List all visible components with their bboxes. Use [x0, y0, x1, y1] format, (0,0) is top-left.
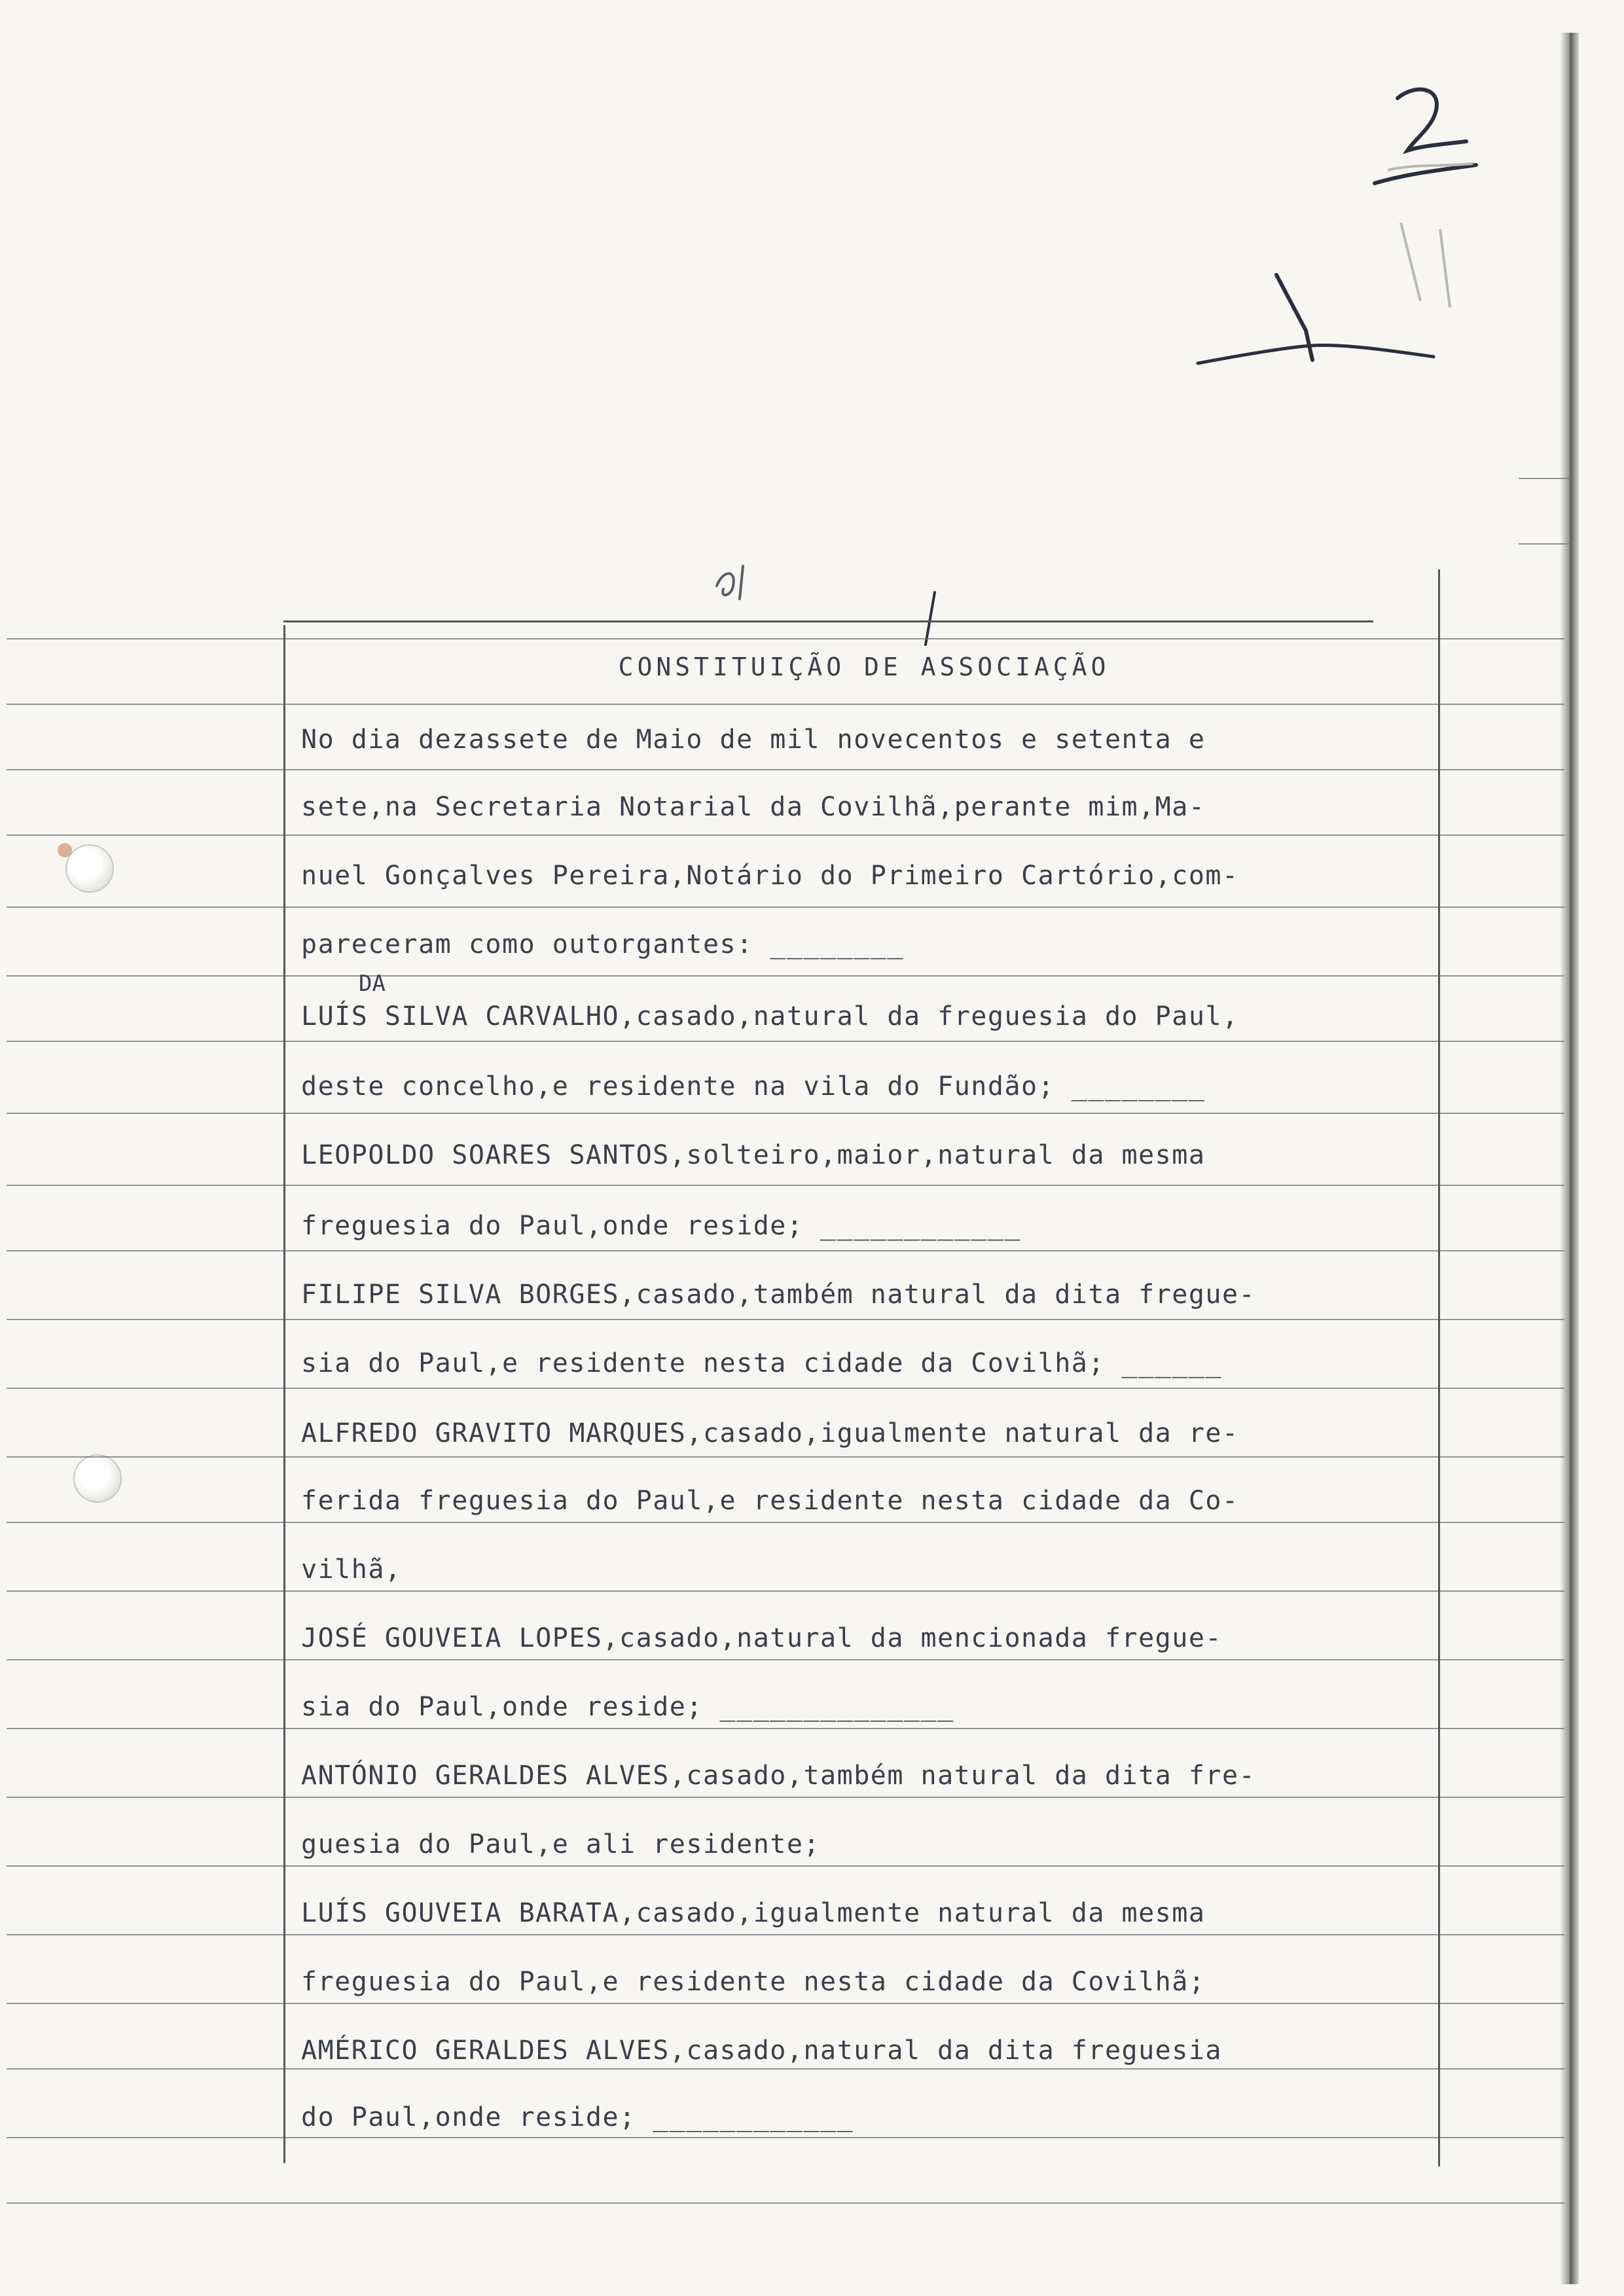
- document-line: deste concelho,e residente na vila do Fundão; ________: [301, 1071, 1206, 1102]
- ruled-line: [1519, 478, 1571, 479]
- document-line: sia do Paul,e residente nesta cidade da Covilhã; ______: [301, 1348, 1223, 1378]
- ruled-line: [7, 1590, 1564, 1592]
- document-line: freguesia do Paul,onde reside; ____________: [301, 1211, 1022, 1241]
- document-line: do Paul,onde reside; ____________: [301, 2102, 854, 2132]
- document-line: LEOPOLDO SOARES SANTOS,solteiro,maior,natural da mesma: [301, 1140, 1206, 1170]
- document-line: sete,na Secretaria Notarial da Covilhã,perante mim,Ma-: [301, 792, 1206, 822]
- ruled-line: [7, 1388, 1564, 1389]
- ruled-line: [7, 704, 1564, 705]
- ruled-line: [7, 1934, 1564, 1935]
- ruled-line: [7, 906, 1564, 908]
- ruled-line: [7, 1041, 1564, 1042]
- text-area-top-rule: [283, 620, 1373, 622]
- document-line: LUÍS SILVA CARVALHO,casado,natural da freguesia do Paul,: [301, 1001, 1239, 1031]
- document-line: vilhã,: [301, 1554, 402, 1585]
- inserted-word: DA: [359, 971, 386, 997]
- punch-hole-bottom: [73, 1454, 122, 1503]
- document-line: ANTÓNIO GERALDES ALVES,casado,também natural da dita fre-: [301, 1761, 1256, 1791]
- ruled-line: [7, 834, 1564, 836]
- document-line: guesia do Paul,e ali residente;: [301, 1829, 821, 1859]
- ruled-line: [7, 2202, 1564, 2204]
- document-line: FILIPE SILVA BORGES,casado,também natural da dita fregue-: [301, 1280, 1256, 1310]
- ruled-line: [7, 1797, 1564, 1798]
- ruled-line: [7, 638, 1564, 639]
- document-line: ALFREDO GRAVITO MARQUES,casado,igualmente natural da re-: [301, 1418, 1239, 1448]
- ruled-line: [7, 1113, 1564, 1114]
- ruled-line: [7, 1185, 1564, 1186]
- ruled-line: [7, 1319, 1564, 1320]
- ruled-line: [7, 975, 1564, 977]
- document-line: nuel Gonçalves Pereira,Notário do Primeiro Cartório,com-: [301, 861, 1239, 891]
- ruled-line: [7, 1250, 1564, 1251]
- document-line: AMÉRICO GERALDES ALVES,casado,natural da dita freguesia: [301, 2036, 1223, 2066]
- ruled-line: [7, 1659, 1564, 1660]
- page-binding-edge: [1561, 33, 1579, 2284]
- document-line: pareceram como outorgantes: ________: [301, 929, 904, 960]
- ruled-line: [7, 2068, 1564, 2070]
- document-line: freguesia do Paul,e residente nesta cidade da Covilhã;: [301, 1967, 1206, 1997]
- document-line: No dia dezassete de Maio de mil novecentos e setenta e: [301, 725, 1206, 755]
- document-title: CONSTITUIÇÃO DE ASSOCIAÇÃO: [618, 653, 1110, 681]
- ruled-line: [7, 1522, 1564, 1523]
- handwritten-initial: [707, 560, 766, 605]
- punch-hole-top: [65, 844, 114, 893]
- document-line: LUÍS GOUVEIA BARATA,casado,igualmente natural da mesma: [301, 1898, 1206, 1928]
- ruled-line: [7, 1728, 1564, 1729]
- ruled-line: [7, 769, 1564, 770]
- rust-spot: [58, 843, 72, 857]
- faint-pencil-marks: [1375, 144, 1492, 314]
- document-line: JOSÉ GOUVEIA LOPES,casado,natural da mencionada fregue-: [301, 1623, 1223, 1653]
- ruled-line: [7, 1865, 1564, 1867]
- ruled-line: [1519, 543, 1571, 545]
- ruled-line: [7, 2137, 1564, 2138]
- ruled-line: [7, 2003, 1564, 2004]
- ruled-line: [7, 1456, 1564, 1458]
- left-margin-line: [283, 625, 285, 2163]
- document-line: ferida freguesia do Paul,e residente nesta cidade da Co-: [301, 1486, 1239, 1516]
- document-line: sia do Paul,onde reside; ______________: [301, 1692, 954, 1722]
